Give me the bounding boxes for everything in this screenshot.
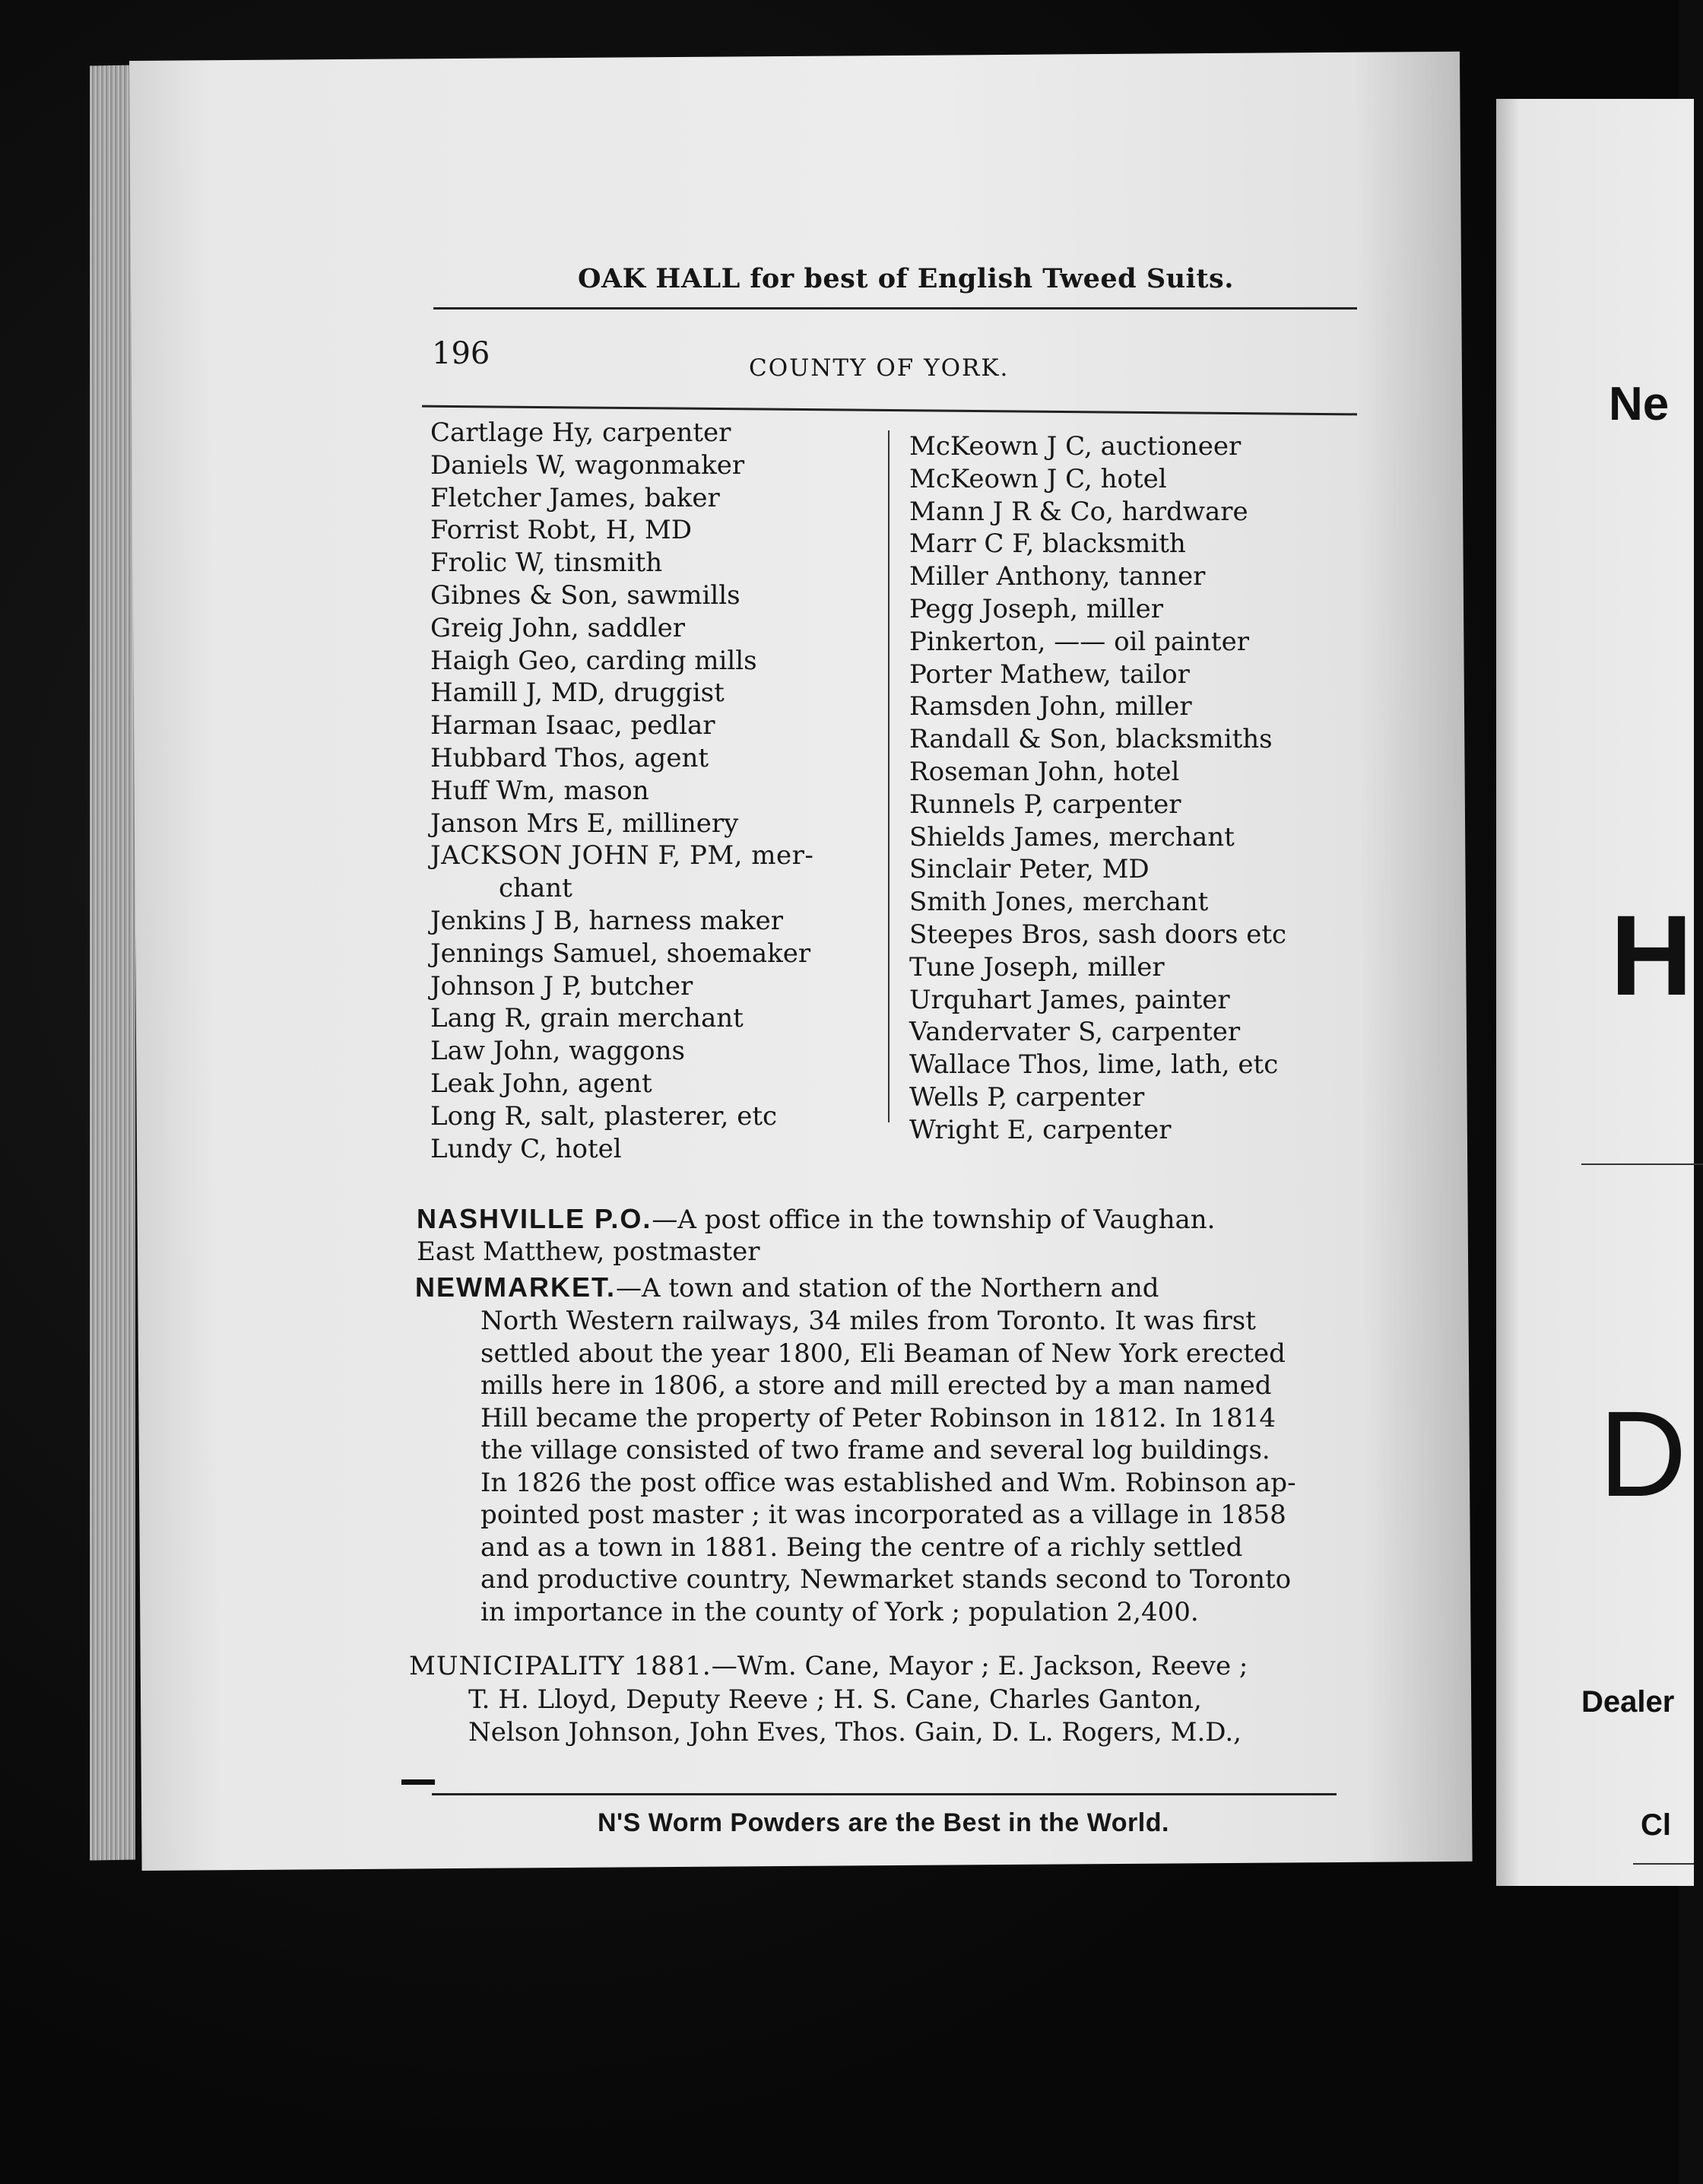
municipality-entry: [409, 1650, 1248, 1683]
directory-entry: Janson Mrs E, millinery: [430, 808, 739, 839]
directory-entry: Steepes Bros, sash doors etc: [909, 919, 1287, 950]
directory-entry: Ramsden John, miller: [909, 691, 1192, 722]
directory-entry: Hamill J, MD, druggist: [430, 678, 725, 709]
adjacent-fragment-h: H: [1610, 891, 1693, 1019]
municipality-heading: MUNICIPALITY 1881.: [409, 1651, 712, 1681]
nashville-heading: NASHVILLE P.O.: [417, 1203, 652, 1234]
directory-left-column: [430, 417, 813, 1165]
directory-entry: Pinkerton, —— oil painter: [909, 626, 1249, 657]
paragraph-line: the village consisted of two frame and several log buildings.: [480, 1435, 1270, 1465]
directory-entry: McKeown J C, auctioneer: [909, 431, 1242, 462]
directory-entry: Tune Joseph, miller: [909, 951, 1165, 982]
directory-entry: Haigh Geo, carding mills: [430, 645, 757, 676]
directory-entry-continuation: chant: [499, 873, 572, 904]
directory-entry: Johnson J P, butcher: [430, 970, 693, 1002]
directory-right-column: [909, 430, 1286, 1147]
paragraph-line: in importance in the county of York ; population 2,400.: [480, 1596, 1199, 1627]
paragraph-line: and as a town in 1881. Being the centre of a richly settled: [480, 1532, 1243, 1563]
book-page-edges: [90, 65, 135, 1860]
adjacent-rule: [1581, 1163, 1703, 1165]
paragraph-line: pointed post master ; it was incorporated as a village in 1858: [480, 1500, 1286, 1530]
paragraph-line: In 1826 the post office was established and Wm. Robinson ap-: [480, 1467, 1296, 1498]
running-title: COUNTY OF YORK.: [749, 354, 1010, 382]
header-rule-top: [433, 307, 1357, 310]
directory-entry: Pegg Joseph, miller: [909, 593, 1163, 624]
directory-entry: Jenkins J B, harness maker: [430, 905, 783, 936]
directory-entry: Law John, waggons: [430, 1036, 685, 1067]
directory-entry: Vandervater S, carpenter: [909, 1017, 1241, 1048]
page-number: 196: [432, 336, 490, 371]
directory-entry: Cartlage Hy, carpenter: [430, 417, 731, 448]
adjacent-fragment-d: D: [1599, 1386, 1687, 1522]
directory-entry: Wright E, carpenter: [909, 1114, 1172, 1145]
newmarket-description: [480, 1305, 1296, 1628]
paragraph-line: mills here in 1806, a store and mill erected by a man named: [480, 1370, 1272, 1401]
directory-entry: Miller Anthony, tanner: [909, 561, 1206, 592]
footer-rule: [432, 1793, 1337, 1795]
newmarket-first-line: —A town and station of the Northern and: [615, 1273, 1159, 1303]
directory-entry: Urquhart James, painter: [909, 984, 1230, 1015]
adjacent-fragment-dealer: Dealer: [1581, 1685, 1675, 1719]
paragraph-line: T. H. Lloyd, Deputy Reeve ; H. S. Cane, Charles Ganton,: [468, 1684, 1202, 1715]
directory-entry-postmaster: JACKSON JOHN F, PM, mer-: [430, 840, 814, 871]
directory-entry: Leak John, agent: [430, 1068, 652, 1099]
directory-entry: McKeown J C, hotel: [909, 463, 1167, 494]
nashville-postmaster: East Matthew, postmaster: [417, 1236, 760, 1267]
column-divider: [888, 430, 890, 1122]
paragraph-line: Hill became the property of Peter Robinson in 1812. In 1814: [480, 1402, 1276, 1433]
newmarket-entry: [415, 1271, 1159, 1305]
directory-entry: Greig John, saddler: [430, 612, 685, 643]
nashville-entry: [417, 1203, 1215, 1236]
directory-entry: Fletcher James, baker: [430, 482, 720, 513]
paragraph-line: North Western railways, 34 miles from Toronto. It was first: [480, 1306, 1256, 1336]
newmarket-heading: NEWMARKET.: [415, 1271, 616, 1303]
header-advertisement: OAK HALL for best of English Tweed Suits.: [578, 263, 1234, 294]
directory-entry: Gibnes & Son, sawmills: [430, 579, 741, 611]
municipality-council: [468, 1684, 1242, 1748]
directory-entry: Forrist Robt, H, MD: [430, 515, 692, 546]
directory-entry: Porter Mathew, tailor: [909, 659, 1190, 690]
adjacent-rule-2: [1633, 1863, 1694, 1865]
directory-entry: Smith Jones, merchant: [909, 887, 1209, 918]
directory-entry: Shields James, merchant: [909, 821, 1235, 852]
directory-entry: Huff Wm, mason: [430, 775, 649, 806]
directory-entry: Mann J R & Co, hardware: [909, 496, 1248, 527]
directory-entry: Wells P, carpenter: [909, 1081, 1145, 1113]
directory-entry: Lundy C, hotel: [430, 1133, 622, 1164]
directory-entry: Runnels P, carpenter: [909, 789, 1181, 820]
municipality-first-line: —Wm. Cane, Mayor ; E. Jackson, Reeve ;: [711, 1651, 1248, 1681]
paragraph-line: and productive country, Newmarket stands second to Toronto: [480, 1564, 1292, 1595]
directory-entry: Wallace Thos, lime, lath, etc: [909, 1049, 1279, 1081]
footer-advertisement: N'S Worm Powders are the Best in the World.: [598, 1808, 1169, 1837]
directory-entry: Hubbard Thos, agent: [430, 742, 709, 773]
directory-entry: Marr C F, blacksmith: [909, 529, 1186, 560]
directory-entry: Daniels W, wagonmaker: [430, 449, 745, 481]
directory-entry: Jennings Samuel, shoemaker: [430, 938, 811, 969]
adjacent-page: [1496, 99, 1694, 1886]
directory-entry: Long R, salt, plasterer, etc: [430, 1100, 778, 1132]
directory-entry: Roseman John, hotel: [909, 756, 1180, 787]
nashville-description: —A post office in the township of Vaughan.: [652, 1205, 1216, 1235]
directory-entry: Harman Isaac, pedlar: [430, 710, 715, 741]
ink-dash-mark: [401, 1779, 435, 1785]
directory-entry: Randall & Son, blacksmiths: [909, 724, 1273, 755]
directory-entry: Lang R, grain merchant: [430, 1003, 744, 1034]
paragraph-line: settled about the year 1800, Eli Beaman of New York erected: [480, 1338, 1286, 1369]
directory-entry: Frolic W, tinsmith: [430, 548, 663, 579]
adjacent-fragment-ne: Ne: [1609, 378, 1670, 430]
adjacent-fragment-cl: Cl: [1641, 1808, 1671, 1842]
paragraph-line: Nelson Johnson, John Eves, Thos. Gain, D. L. Rogers, M.D.,: [468, 1716, 1242, 1748]
directory-entry: Sinclair Peter, MD: [909, 854, 1150, 885]
